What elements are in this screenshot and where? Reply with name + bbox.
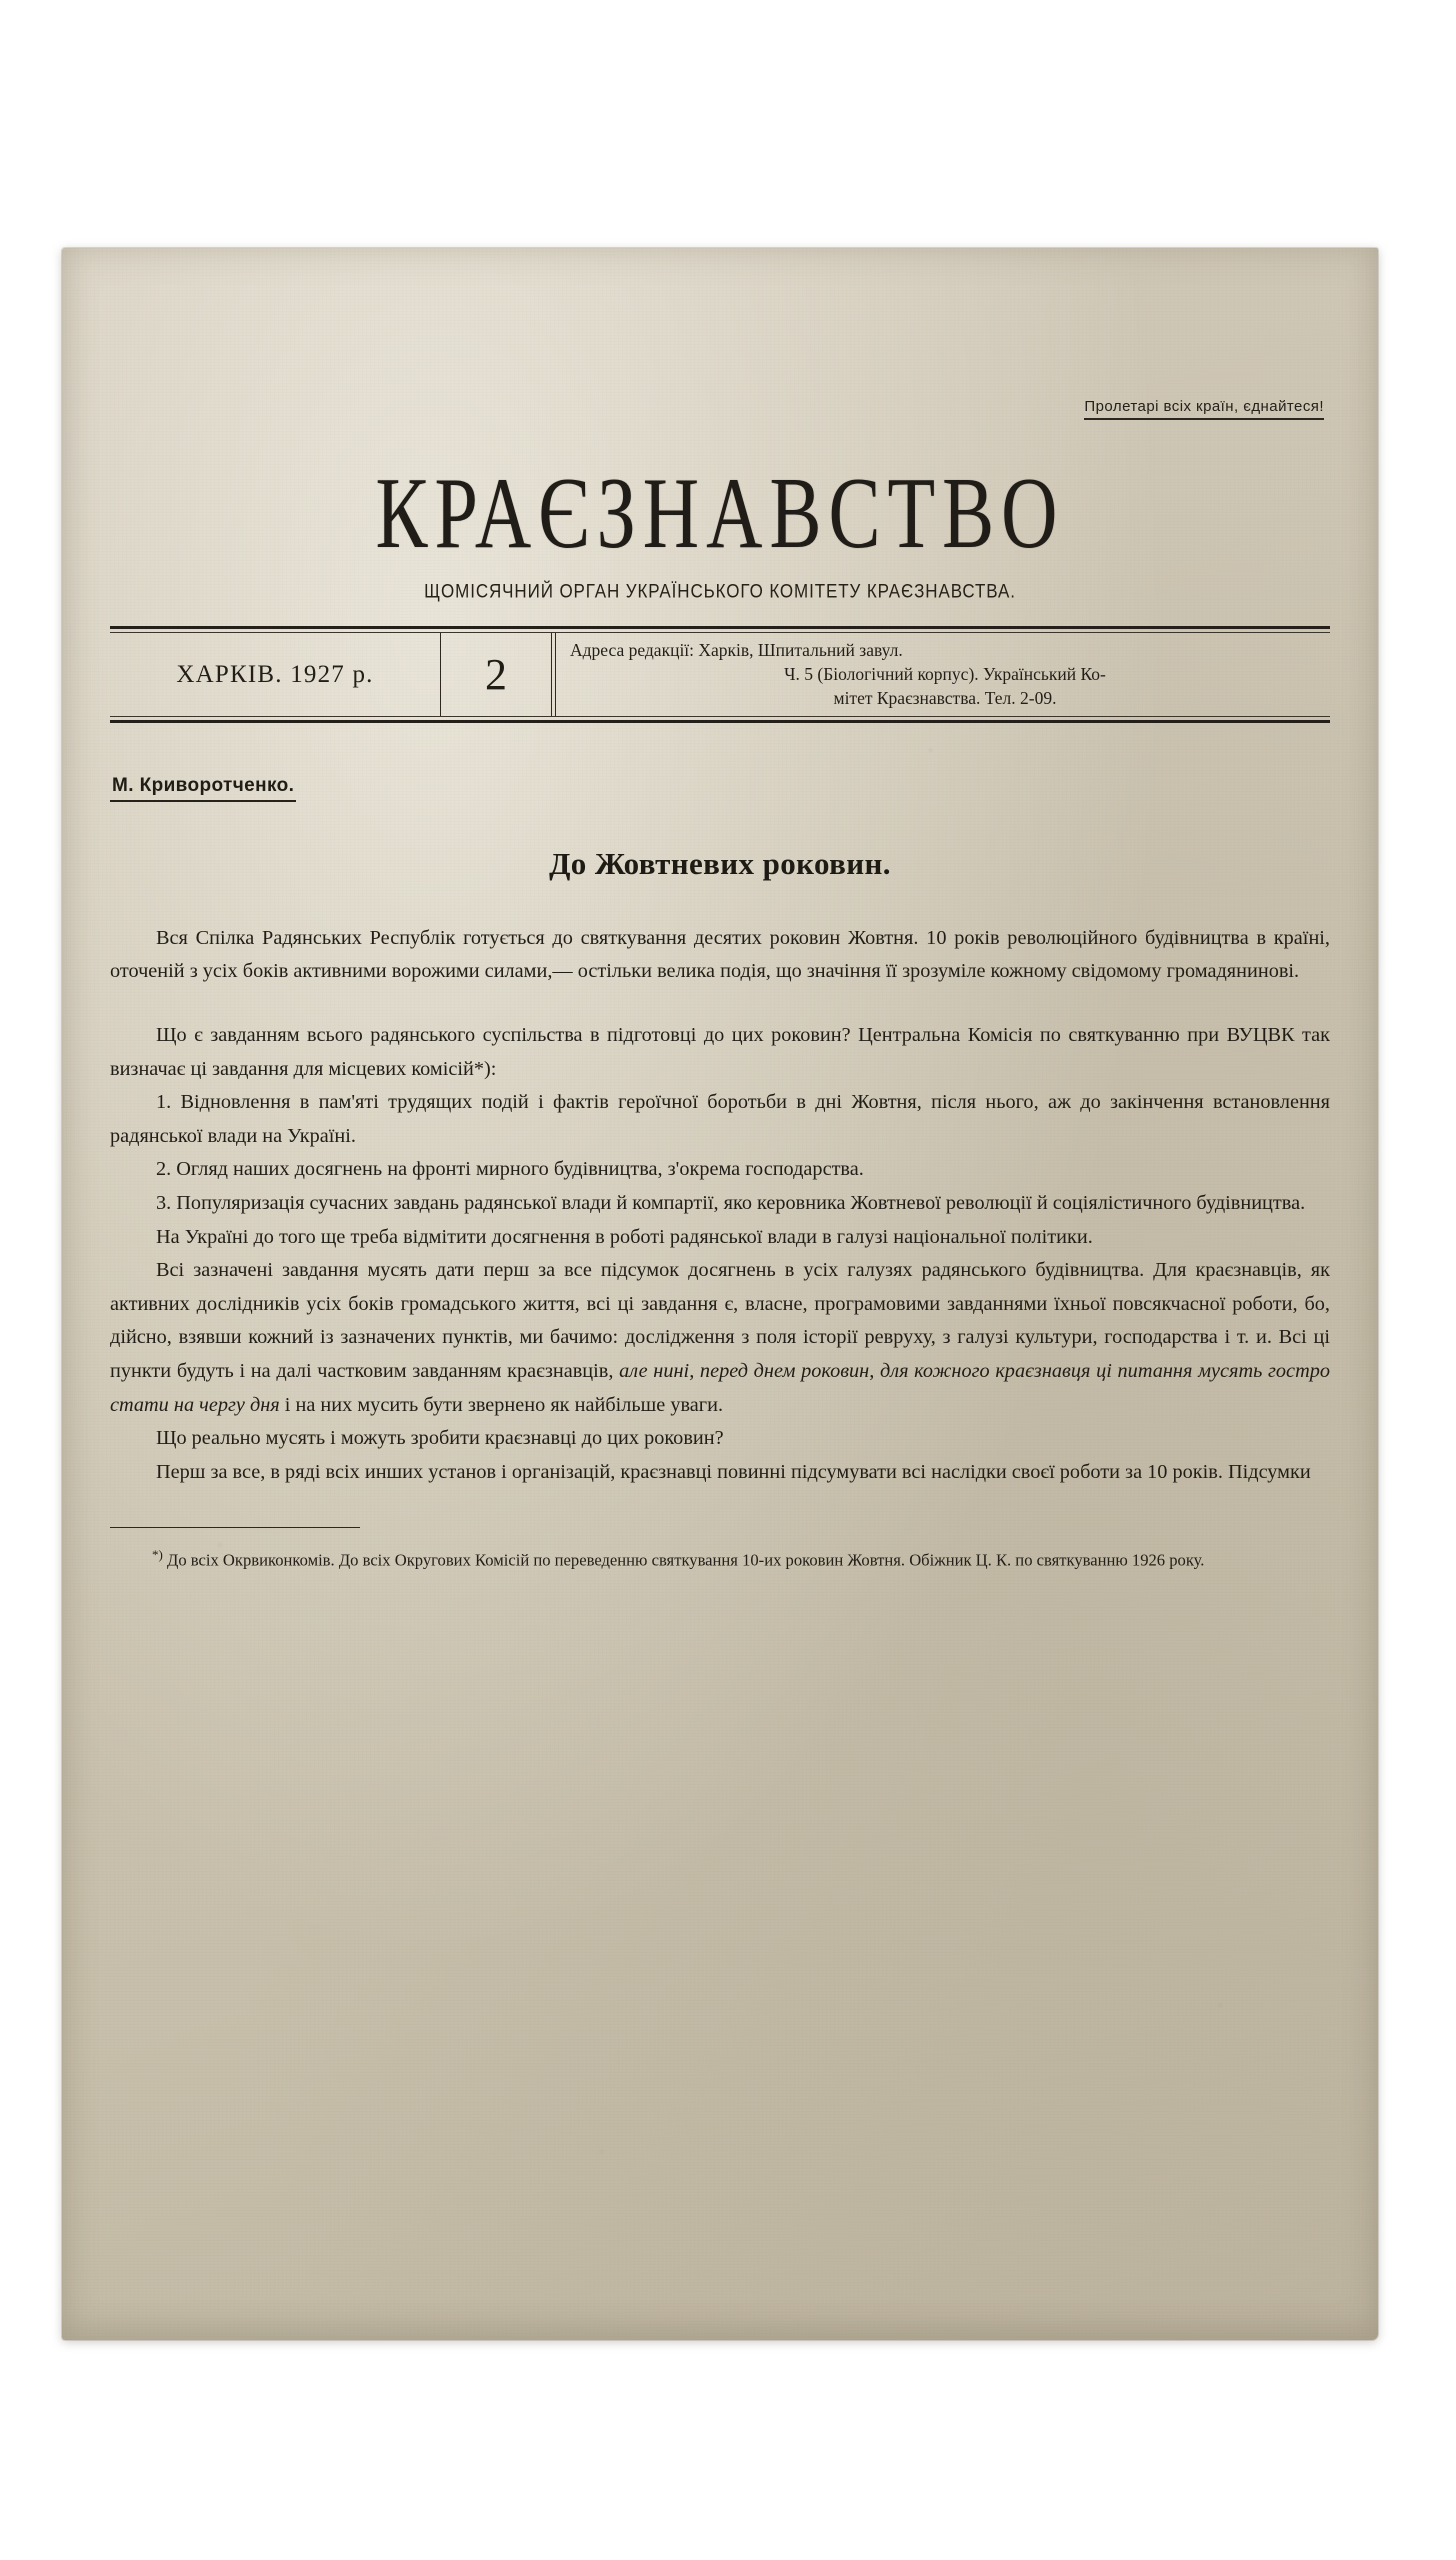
paragraph-item-3: 3. Популяризація сучасних завдань радянської влади й компартії, яко керовника Жовтневої революції й соціялістичного будівництва. [156, 1191, 1306, 1214]
paragraph-item-1: 1. Відновлення в пам'яті трудящих подій і фактів героїчної боротьби в дні Жовтня, після нього, аж до закінчення встановлення радянської влади на Україні. [110, 1091, 1330, 1147]
paragraph: Що є завданням всього радянського суспільства в підготовці до цих роковин? Центральна Комісія по святкуванню при ВУЦВК так визначає ці завдання для місцевих комісій*): [110, 1024, 1330, 1080]
address-line-2: Ч. 5 (Біологічний корпус). Український Ко- [784, 663, 1106, 684]
footnote-marker: *) [152, 1547, 163, 1563]
footnote-text: До всіх Окрвиконкомів. До всіх Округових Комісій по переведенню святкування 10-их роковин Жовтня. Обіжник Ц. К. по святкуванню 1926 року. [167, 1550, 1205, 1570]
paragraph-item-2: 2. Огляд наших досягнень на фронті мирного будівництва, з'окрема господарства. [156, 1158, 864, 1181]
paragraph: Що реально мусять і можуть зробити краєзнавці до цих роковин? [156, 1427, 724, 1450]
footnote [110, 1542, 1330, 1573]
slogan-container [110, 398, 1330, 420]
article [62, 775, 1378, 1490]
paragraph: Перш за все, в ряді всіх инших установ і організацій, краєзнавці повинні підсумувати всі наслідки своєї роботи за 10 років. Підсумки [156, 1460, 1311, 1483]
paragraph-part-italic: але нині, перед днем роковин, для кожного краєзнавця ці питання мусять гостро стати на чергу дня [110, 1359, 1330, 1416]
masthead [62, 398, 1378, 723]
imprint-place-year: ХАРКІВ. 1927 р. [176, 660, 374, 688]
paragraph: На Україні до того ще треба відмітити досягнення в роботі радянської влади в галузі національної політики. [156, 1225, 1093, 1248]
proletarian-slogan: Пролетарі всіх країн, єднайтеся! [1084, 398, 1324, 420]
article-title: До Жовтневих роковин. [549, 845, 891, 881]
journal-title: КРАЄЗНАВСТВО [375, 456, 1065, 570]
editorial-address [552, 633, 1330, 716]
footnote-zone [62, 1527, 1378, 1573]
address-line-3: мітет Краєзнавства. Тел. 2-09. [833, 687, 1057, 708]
paragraph-part-roman-leading: Всі зазначені завдання мусять дати перш за все підсумок досягнень в усіх галузях радянського будівництва. Для краєзнавців, як активних дослідників усіх боків громадського життя, всі ці завдання є, власне, програмовими завданнями їхньої повсякчасної роботи, бо, дійсно, взявши кожний із зазначених пунктів, ми бачимо: дослідження з поля історії ревруху, з галузі культури, господарства і т. и. Всі ці пункти будуть і на далі частковим завданням краєзнавців, [110, 1259, 1330, 1382]
article-body [110, 922, 1330, 1490]
scanned-page-sheet [62, 248, 1378, 2340]
paragraph-with-italics [110, 1254, 1330, 1422]
address-line-1: Адреса редакції: Харків, Шпитальний завул. [570, 639, 903, 660]
page-content [62, 398, 1378, 2340]
issue-number: 2 [440, 633, 552, 716]
paragraph-part-roman-trailing: і на них мусить бути звернено як найбільше уваги. [279, 1393, 724, 1416]
imprint-bar [110, 633, 1330, 716]
byline-container [110, 775, 1330, 802]
article-author: М. Криворотченко. [110, 775, 296, 802]
footnote-paragraph [110, 1542, 1330, 1573]
footnote-separator-rule [110, 1527, 360, 1528]
imprint-bottom-rule [110, 716, 1330, 723]
journal-subtitle: ЩОМІСЯЧНИЙ ОРГАН УКРАЇНСЬКОГО КОМІТЕТУ КРАЄЗНАВСТВА. [424, 581, 1016, 603]
paragraph: Вся Спілка Радянських Республік готується до святкування десятих роковин Жовтня. 10 років революційного будівництва в країні, оточеній з усіх боків активними ворожими силами,— остільки велика подія, що значіння її зрозуміле кожному свідомому громадянинові. [110, 926, 1330, 983]
